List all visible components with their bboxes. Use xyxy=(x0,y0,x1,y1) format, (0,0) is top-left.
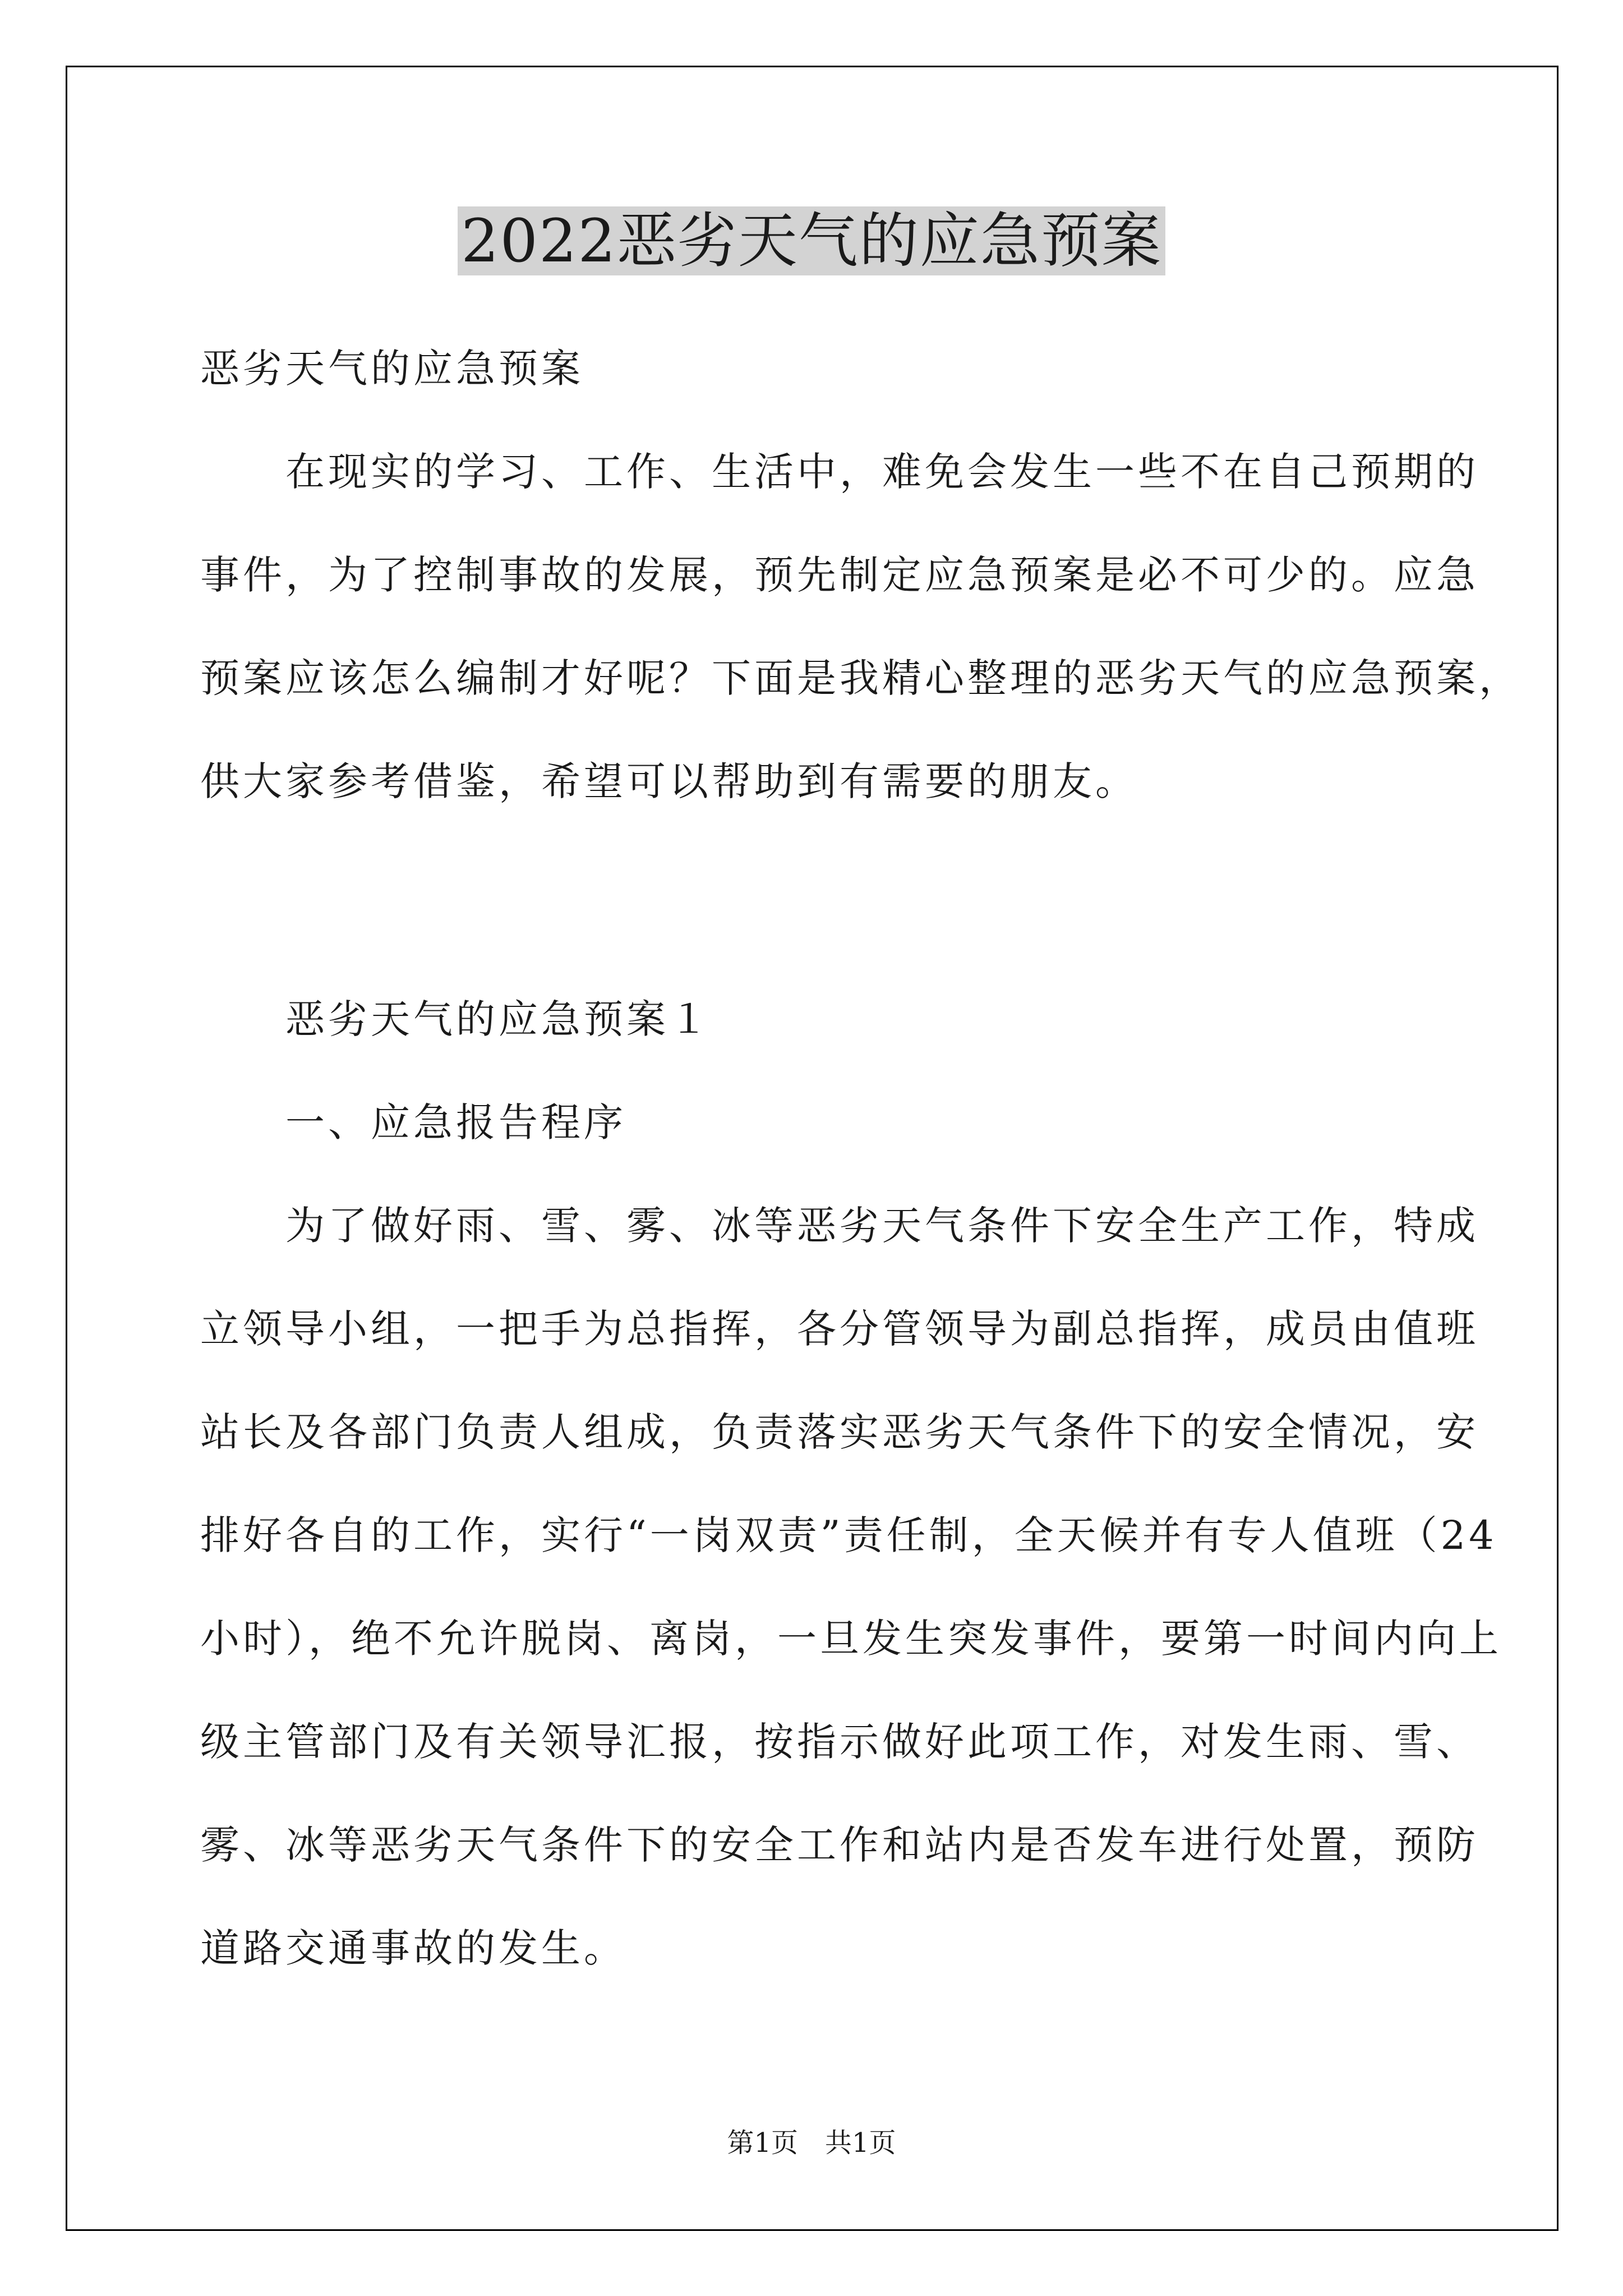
subtitle: 恶劣天气的应急预案 xyxy=(200,346,584,392)
intro-line-3: 预案应该怎么编制才好呢？下面是我精心整理的恶劣天气的应急预案， xyxy=(200,655,1521,701)
body-line-4: 排好各自的工作，实行“一岗双责”责任制，全天候并有专人值班（24 xyxy=(200,1512,1497,1558)
body-line-3: 站长及各部门负责人组成，负责落实恶劣天气条件下的安全情况，安 xyxy=(200,1409,1479,1455)
section-body xyxy=(200,968,1502,2000)
intro-line-1: 在现实的学习、工作、生活中，难免会发生一些不在自己预期的 xyxy=(200,449,1479,495)
body-line-2: 立领导小组，一把手为总指挥，各分管领导为副总指挥，成员由值班 xyxy=(200,1306,1479,1352)
section-title: 恶劣天气的应急预案１ xyxy=(200,996,712,1042)
document-title xyxy=(0,202,1623,280)
body-line-7: 雾、冰等恶劣天气条件下的安全工作和站内是否发车进行处置，预防 xyxy=(200,1822,1479,1868)
page-footer: 第1页 共1页 xyxy=(727,2127,896,2159)
subsection-title: 一、应急报告程序 xyxy=(200,1099,626,1145)
intro-line-2: 事件，为了控制事故的发展，预先制定应急预案是必不可少的。应急 xyxy=(200,552,1479,598)
title-text: 2022恶劣天气的应急预案 xyxy=(458,206,1165,275)
body-line-8: 道路交通事故的发生。 xyxy=(200,1925,626,1971)
body-line-5: 小时），绝不允许脱岗、离岗，一旦发生突发事件，要第一时间内向上 xyxy=(200,1616,1502,1662)
document-body xyxy=(200,317,1521,833)
body-line-1: 为了做好雨、雪、雾、冰等恶劣天气条件下安全生产工作，特成 xyxy=(200,1203,1479,1249)
body-line-6: 级主管部门及有关领导汇报，按指示做好此项工作，对发生雨、雪、 xyxy=(200,1719,1479,1765)
intro-line-4: 供大家参考借鉴，希望可以帮助到有需要的朋友。 xyxy=(200,758,1138,804)
